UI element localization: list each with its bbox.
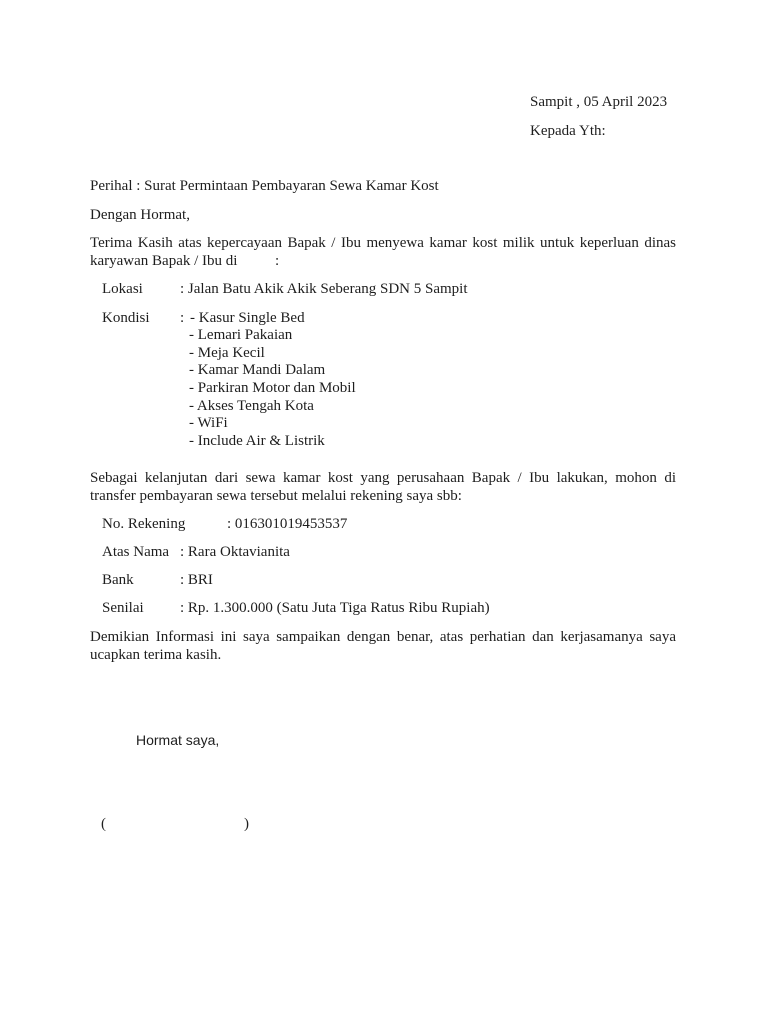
date-line: Sampit , 05 April 2023	[530, 94, 668, 110]
account-number-value: : 016301019453537	[227, 516, 348, 532]
amount-value: : Rp. 1.300.000 (Satu Juta Tiga Ratus Ribu Rupiah)	[180, 600, 490, 616]
location-label: Lokasi	[102, 281, 143, 297]
condition-item: - WiFi	[189, 415, 228, 431]
condition-item: - Parkiran Motor dan Mobil	[189, 380, 356, 396]
condition-item: - Include Air & Listrik	[189, 433, 325, 449]
amount-label: Senilai	[102, 600, 144, 616]
condition-item: - Lemari Pakaian	[189, 327, 293, 343]
recipient-line: Kepada Yth:	[530, 123, 606, 139]
bank-label: Bank	[102, 572, 134, 588]
location-value: : Jalan Batu Akik Akik Seberang SDN 5 Sampit	[180, 281, 468, 297]
intro-paragraph: Terima Kasih atas kepercayaan Bapak / Ibu menyewa kamar kost milik untuk keperluan dinas karyawan Bapak / Ibu di :	[90, 235, 680, 269]
condition-item: - Kamar Mandi Dalam	[189, 362, 326, 378]
condition-label: Kondisi	[102, 310, 150, 326]
closing-paragraph: Demikian Informasi ini saya sampaikan dengan benar, atas perhatian dan kerjasamanya saya ucapkan terima kasih.	[90, 629, 676, 663]
greeting: Dengan Hormat,	[90, 207, 190, 223]
condition-item: - Meja Kecil	[189, 345, 265, 361]
account-name-label: Atas Nama	[102, 544, 170, 560]
condition-item: - Akses Tengah Kota	[189, 398, 314, 414]
bank-value: : BRI	[180, 572, 213, 588]
signature-close-paren: )	[244, 816, 249, 832]
signature-open-paren: (	[101, 816, 106, 832]
account-number-label: No. Rekening	[102, 516, 186, 532]
condition-colon: :	[180, 310, 185, 326]
payment-paragraph: Sebagai kelanjutan dari sewa kamar kost yang perusahaan Bapak / Ibu lakukan, mohon di transfer pembayaran sewa tersebut melalui rekening saya sbb:	[90, 470, 676, 504]
subject-line: Perihal : Surat Permintaan Pembayaran Sewa Kamar Kost	[90, 178, 439, 194]
sign-off: Hormat saya,	[136, 732, 220, 748]
account-name-value: : Rara Oktavianita	[180, 544, 290, 560]
condition-item: - Kasur Single Bed	[190, 310, 305, 326]
